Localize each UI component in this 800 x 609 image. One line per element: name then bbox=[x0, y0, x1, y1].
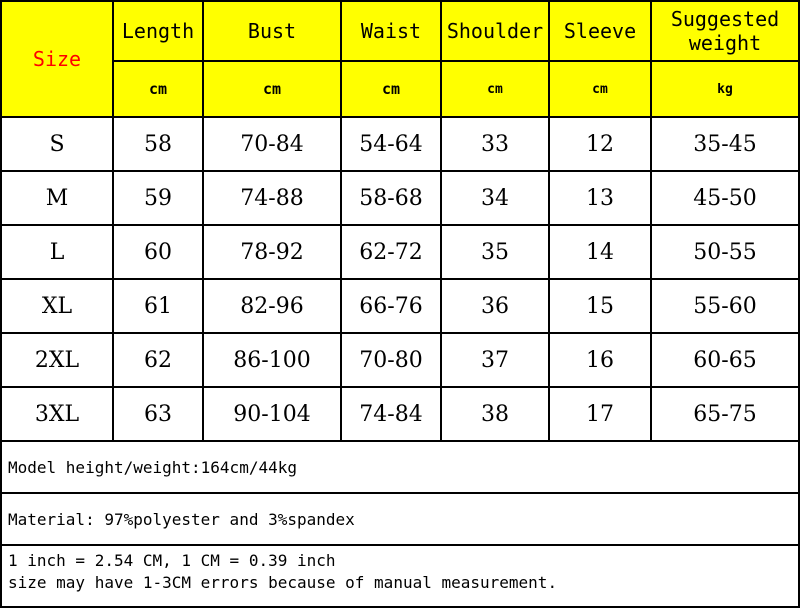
length-cell: 61 bbox=[113, 279, 203, 333]
size-cell: 2XL bbox=[1, 333, 113, 387]
shoulder-unit: cm bbox=[441, 61, 549, 117]
shoulder-cell: 36 bbox=[441, 279, 549, 333]
size-cell: XL bbox=[1, 279, 113, 333]
table-row bbox=[1, 225, 799, 279]
size-header: Size bbox=[1, 1, 113, 117]
weight-cell: 55-60 bbox=[651, 279, 799, 333]
conversion-note: 1 inch = 2.54 CM, 1 CM = 0.39 inch bbox=[8, 551, 336, 570]
header-row bbox=[1, 1, 799, 61]
length-unit: cm bbox=[113, 61, 203, 117]
sleeve-header: Sleeve bbox=[549, 1, 651, 61]
sleeve-cell: 14 bbox=[549, 225, 651, 279]
waist-cell: 62-72 bbox=[341, 225, 441, 279]
sleeve-cell: 13 bbox=[549, 171, 651, 225]
weight-cell: 50-55 bbox=[651, 225, 799, 279]
sleeve-cell: 12 bbox=[549, 117, 651, 171]
weight-header bbox=[651, 1, 799, 61]
measurement-note-row bbox=[1, 545, 799, 607]
sleeve-cell: 15 bbox=[549, 279, 651, 333]
bust-header: Bust bbox=[203, 1, 341, 61]
weight-cell: 35-45 bbox=[651, 117, 799, 171]
shoulder-cell: 34 bbox=[441, 171, 549, 225]
waist-header: Waist bbox=[341, 1, 441, 61]
sleeve-cell: 16 bbox=[549, 333, 651, 387]
waist-cell: 70-80 bbox=[341, 333, 441, 387]
table-row bbox=[1, 279, 799, 333]
length-header: Length bbox=[113, 1, 203, 61]
bust-cell: 78-92 bbox=[203, 225, 341, 279]
weight-cell: 60-65 bbox=[651, 333, 799, 387]
size-cell: M bbox=[1, 171, 113, 225]
errors-note: size may have 1-3CM errors because of manual measurement. bbox=[8, 573, 558, 592]
sleeve-unit: cm bbox=[549, 61, 651, 117]
weight-cell: 65-75 bbox=[651, 387, 799, 441]
length-cell: 63 bbox=[113, 387, 203, 441]
bust-cell: 74-88 bbox=[203, 171, 341, 225]
shoulder-cell: 33 bbox=[441, 117, 549, 171]
measurement-note bbox=[1, 545, 799, 607]
size-cell: L bbox=[1, 225, 113, 279]
table-row bbox=[1, 117, 799, 171]
waist-cell: 54-64 bbox=[341, 117, 441, 171]
weight-unit: kg bbox=[651, 61, 799, 117]
shoulder-header: Shoulder bbox=[441, 1, 549, 61]
shoulder-cell: 37 bbox=[441, 333, 549, 387]
length-cell: 62 bbox=[113, 333, 203, 387]
size-cell: S bbox=[1, 117, 113, 171]
bust-cell: 86-100 bbox=[203, 333, 341, 387]
bust-unit: cm bbox=[203, 61, 341, 117]
shoulder-cell: 35 bbox=[441, 225, 549, 279]
weight-header-line1: Suggested bbox=[670, 7, 780, 31]
waist-unit: cm bbox=[341, 61, 441, 117]
table-row bbox=[1, 171, 799, 225]
waist-cell: 74-84 bbox=[341, 387, 441, 441]
weight-cell: 45-50 bbox=[651, 171, 799, 225]
model-note: Model height/weight:164cm/44kg bbox=[1, 441, 799, 493]
unit-row bbox=[1, 61, 799, 117]
material-note-row bbox=[1, 493, 799, 545]
table-row bbox=[1, 333, 799, 387]
bust-cell: 70-84 bbox=[203, 117, 341, 171]
bust-cell: 82-96 bbox=[203, 279, 341, 333]
model-note-row bbox=[1, 441, 799, 493]
material-note: Material: 97%polyester and 3%spandex bbox=[1, 493, 799, 545]
shoulder-cell: 38 bbox=[441, 387, 549, 441]
weight-header-line2: weight bbox=[688, 31, 762, 55]
length-cell: 60 bbox=[113, 225, 203, 279]
length-cell: 58 bbox=[113, 117, 203, 171]
bust-cell: 90-104 bbox=[203, 387, 341, 441]
size-cell: 3XL bbox=[1, 387, 113, 441]
waist-cell: 58-68 bbox=[341, 171, 441, 225]
waist-cell: 66-76 bbox=[341, 279, 441, 333]
length-cell: 59 bbox=[113, 171, 203, 225]
table-row bbox=[1, 387, 799, 441]
sleeve-cell: 17 bbox=[549, 387, 651, 441]
